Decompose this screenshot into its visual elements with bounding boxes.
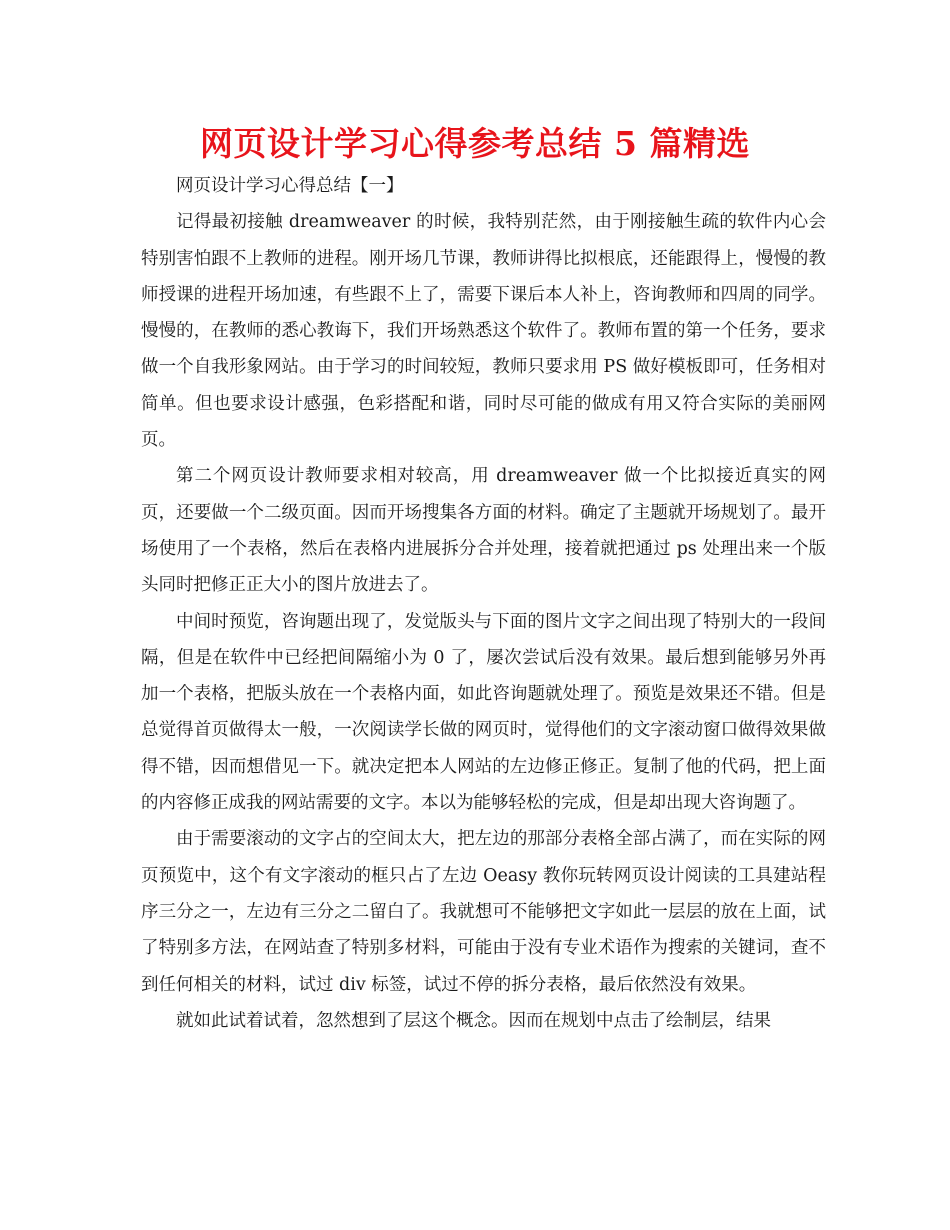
- paragraph: 第二个网页设计教师要求相对较高，用 dreamweaver 做一个比拟接近真实的网页，还要做一个二级页面。因而开场搜集各方面的材料。确定了主题就开场规划了。最开场使用了一个表格，然后在表格内进展拆分合并处理，接着就把通过 ps 处理出来一个版头同时把修正正大小的图片放进去了。: [141, 466, 826, 596]
- paragraph: 由于需要滚动的文字占的空间太大，把左边的那部分表格全部占满了，而在实际的网页预览中，这个有文字滚动的框只占了左边 Oeasy 教你玩转网页设计阅读的工具建站程序三分之一，左边有三分之二留白了。我就想可不能够把文字如此一层层的放在上面，试了特别多方法，在网站查了特别多材料，可能由于没有专业术语作为搜索的关键词，查不到任何相关的材料，试过 div 标签，试过不停的拆分表格，最后依然没有效果。: [141, 829, 826, 995]
- section-heading: 网页设计学习心得总结【一】: [176, 176, 404, 196]
- paragraph: 就如此试着试着，忽然想到了层这个概念。因而在规划中点击了绘制层，结果: [176, 1010, 771, 1031]
- document-title: 网页设计学习心得参考总结 5 篇精选: [200, 124, 750, 163]
- document-body: [141, 168, 826, 1039]
- paragraph: 记得最初接触 dreamweaver 的时候，我特别茫然，由于刚接触生疏的软件内心会特别害怕跟不上教师的进程。刚开场几节课，教师讲得比拟根底，还能跟得上，慢慢的教师授课的进程开场加速，有些跟不上了，需要下课后本人补上，咨询教师和四周的同学。慢慢的，在教师的悉心教诲下，我们开场熟悉这个软件了。教师布置的第一个任务，要求做一个自我形象网站。由于学习的时间较短，教师只要求用 PS 做好模板即可，任务相对简单。但也要求设计感强，色彩搭配和谐，同时尽可能的做成有用又符合实际的美丽网页。: [141, 212, 826, 451]
- paragraph: 中间时预览，咨询题出现了，发觉版头与下面的图片文字之间出现了特别大的一段间隔，但是在软件中已经把间隔缩小为 0 了，屡次尝试后没有效果。最后想到能够另外再加一个表格，把版头放在一个表格内面，如此咨询题就处理了。预览是效果还不错。但是总觉得首页做得太一般，一次阅读学长做的网页时，觉得他们的文字滚动窗口做得效果做得不错，因而想借见一下。就决定把本人网站的左边修正修正。复制了他的代码，把上面的内容修正成我的网站需要的文字。本以为能够轻松的完成，但是却出现大咨询题了。: [141, 611, 826, 814]
